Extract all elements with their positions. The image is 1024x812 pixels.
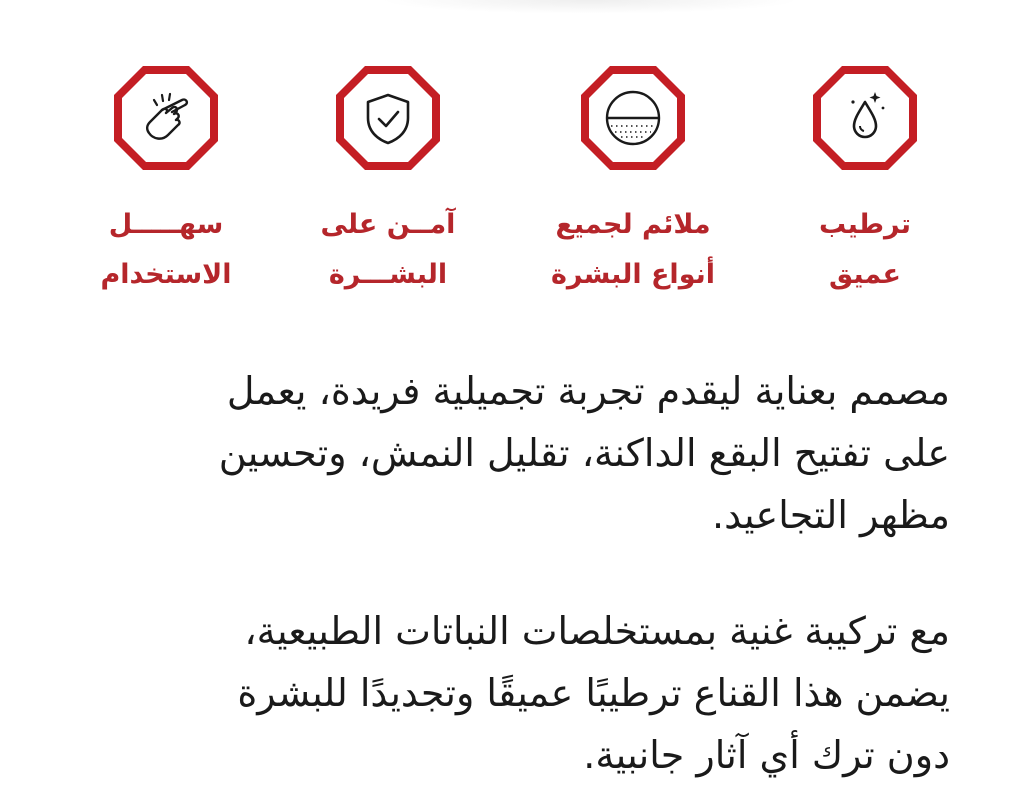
feature-badge — [332, 62, 444, 174]
feature-all-skin-types — [518, 62, 748, 312]
paragraph-line: على تفتيح البقع الداكنة، تقليل النمش، وتحسين — [218, 431, 950, 475]
finger-snap-icon — [110, 62, 222, 174]
feature-easy-to-use — [51, 62, 281, 312]
feature-label-line2: الاستخدام — [100, 259, 232, 290]
feature-badge — [110, 62, 222, 174]
shield-check-icon — [332, 62, 444, 174]
description-paragraph-1 — [60, 360, 950, 546]
feature-deep-hydration — [750, 62, 980, 312]
feature-label-line1: سهـــــل — [108, 209, 224, 240]
feature-label-line1: آمــن على — [320, 209, 456, 240]
feature-safe-on-skin — [273, 62, 503, 312]
paragraph-line: مصمم بعناية ليقدم تجربة تجميلية فريدة، يعمل — [226, 369, 950, 413]
skin-layer-icon — [577, 62, 689, 174]
feature-label-line2: أنواع البشرة — [550, 259, 716, 290]
paragraph-line: دون ترك أي آثار جانبية. — [583, 733, 950, 777]
feature-badge — [809, 62, 921, 174]
feature-label-line2: عميق — [829, 259, 901, 290]
feature-label — [273, 200, 503, 300]
paragraph-line: مع تركيبة غنية بمستخلصات النباتات الطبيعية، — [244, 609, 950, 653]
feature-label-line1: ترطيب — [819, 209, 911, 240]
feature-label — [51, 200, 281, 300]
feature-label — [518, 200, 748, 300]
paragraph-line: مظهر التجاعيد. — [712, 493, 950, 537]
feature-row — [0, 0, 1024, 320]
description-paragraph-2 — [60, 600, 950, 786]
feature-label-line2: البشـــرة — [328, 259, 448, 290]
paragraph-line: يضمن هذا القناع ترطيبًا عميقًا وتجديدًا للبشرة — [237, 671, 950, 715]
feature-label — [750, 200, 980, 300]
feature-badge — [577, 62, 689, 174]
water-drop-sparkle-icon — [809, 62, 921, 174]
feature-label-line1: ملائم لجميع — [555, 209, 711, 240]
